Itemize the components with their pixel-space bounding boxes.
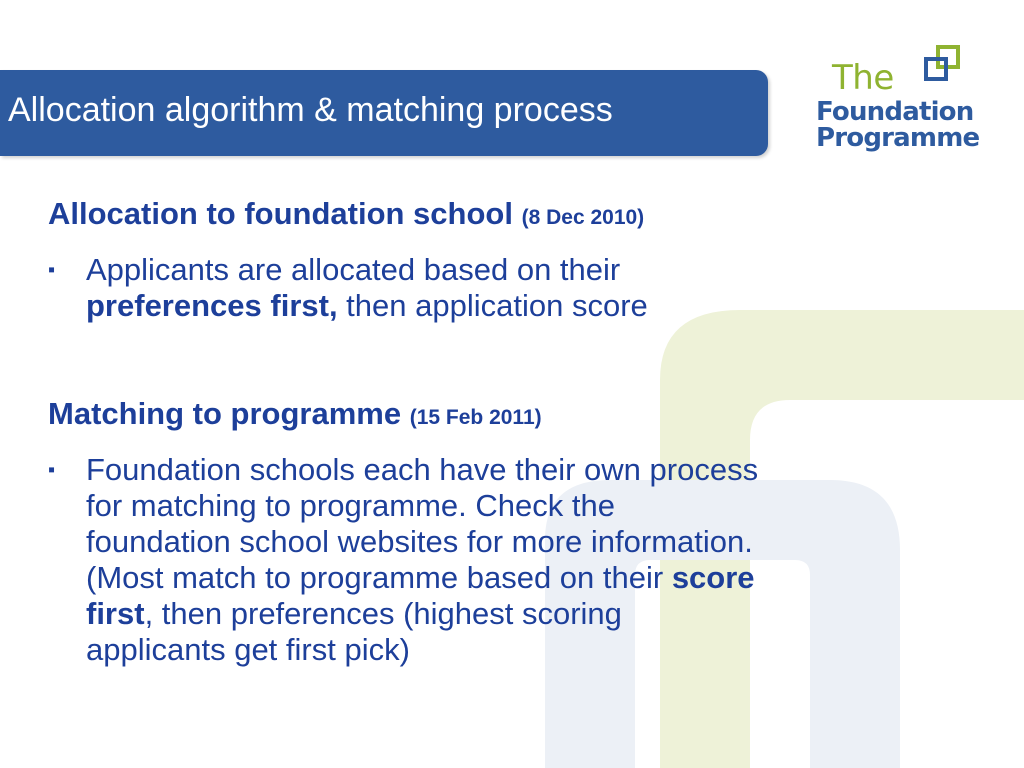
text-run: Applicants are allocated based on their [86, 252, 621, 287]
logo-squares-icon [916, 44, 966, 88]
bullet-line [86, 596, 758, 632]
logo-text-programme: Programme [816, 123, 980, 153]
foundation-programme-logo [806, 44, 996, 154]
bold-text-run: preferences first, [86, 288, 338, 323]
section-date: (15 Feb 2011) [409, 406, 542, 429]
bullet-line [86, 524, 758, 560]
bullet-line [86, 252, 648, 288]
section-heading-text: Allocation to foundation school [48, 196, 513, 231]
text-run: applicants get first pick) [86, 632, 410, 667]
bold-text-run: first [86, 596, 145, 631]
text-run: (Most match to programme based on their [86, 560, 672, 595]
text-run: foundation school websites for more information. [86, 524, 753, 559]
text-run: , then preferences (highest scoring [144, 596, 622, 631]
section-heading [48, 196, 644, 232]
bullet-item [86, 252, 648, 324]
section-heading [48, 396, 542, 432]
bullet-line [86, 488, 758, 524]
text-run: for matching to programme. Check the [86, 488, 615, 523]
text-run: then application score [337, 288, 648, 323]
bullet-item [86, 452, 758, 668]
slide-title: Allocation algorithm & matching process [8, 91, 613, 129]
section-heading-text: Matching to programme [48, 396, 402, 431]
bullet-marker: ▪ [48, 259, 56, 281]
bullet-line [86, 560, 758, 596]
logo-text-foundation: Foundation [816, 97, 974, 127]
bullet-line [86, 288, 648, 324]
bullet-marker: ▪ [48, 459, 56, 481]
bold-text-run: score [671, 560, 755, 595]
bullet-line [86, 452, 758, 488]
bullet-line [86, 632, 758, 668]
text-run: Foundation schools each have their own process [86, 452, 759, 487]
logo-text-the: The [832, 58, 894, 98]
section-date: (8 Dec 2010) [521, 206, 645, 229]
